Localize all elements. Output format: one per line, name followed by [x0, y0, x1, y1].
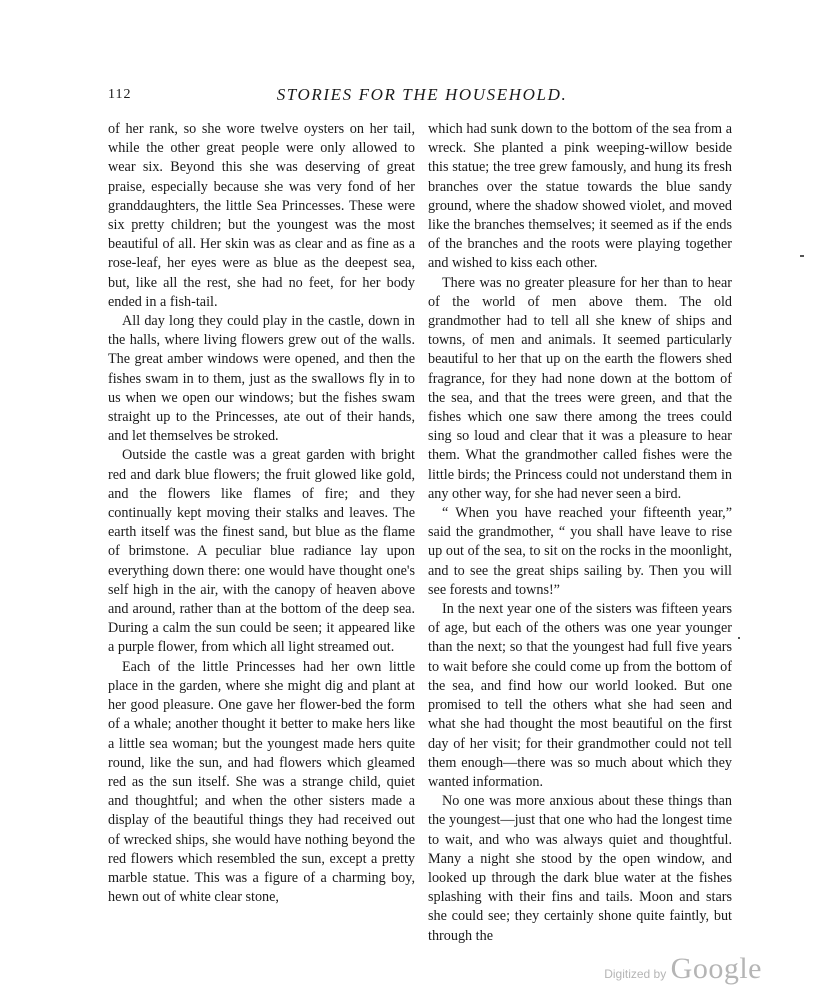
- paragraph: There was no greater pleasure for her than to hear of the world of men above them. The old grandmother had to tell all she knew of ships and towns, of men and animals. It seemed particularly beautiful to her that up on the earth the flowers shed fragrance, for they had none down at the bottom of the sea, and that the trees were green, and that the fishes which one saw there among the trees could sing so loud and clear that it was a pleasure to hear them. What the grandmother called fishes were the little birds; the Princess could not understand them in any other way, for she had never seen a bird.: [428, 274, 732, 502]
- google-logo: Google: [670, 952, 762, 985]
- left-column: [108, 120, 415, 907]
- margin-speck: [800, 255, 804, 257]
- watermark-prefix: Digitized by: [604, 967, 667, 981]
- running-title: STORIES FOR THE HOUSEHOLD.: [276, 85, 568, 104]
- paragraph: which had sunk down to the bottom of the sea from a wreck. She planted a pink weeping-willow beside this statue; the tree grew famously, and hung its fresh branches over the statue towards the blue sandy ground, where the shadow showed violet, and moved like the branches themselves; it seemed as if the ends of the branches and the roots were playing together and wished to kiss each other.: [428, 121, 732, 272]
- paragraph: Each of the little Princesses had her own little place in the garden, where she might dig and plant at her good pleasure. One gave her flower-bed the form of a whale; another thought it better to make hers like a little sea woman; but the youngest made hers quite round, like the sun, and had flowers which gleamed red as the sun itself. She was a strange child, quiet and thoughtful; and when the other sisters made a display of the beautiful things they had received out of wrecked ships, she would have nothing beyond the red flowers which resembled the sun, except a pretty marble statue. This was a figure of a charming boy, hewn out of white clear stone,: [108, 658, 415, 906]
- paragraph: In the next year one of the sisters was fifteen years of age, but each of the others was one year younger than the next; so that the youngest had full five years to wait before she could come up from the bottom of the sea, and find how our world looked. But one promised to tell the others what she had seen and what she had thought the most beautiful on the first day of her visit; for their grandmother could not tell them enough—there was so much about which they wanted information.: [428, 601, 732, 790]
- right-column: [428, 120, 732, 946]
- digitized-watermark: [604, 952, 762, 986]
- paragraph: of her rank, so she wore twelve oysters on her tail, while the other great people were only allowed to wear six. Beyond this she was deserving of great praise, especially because she was very fond of her granddaughters, the little Sea Princesses. These were six pretty children; but the youngest was the most beautiful of all. Her skin was as clear and as fine as a rose-leaf, her eyes were as blue as the deepest sea, but, like all the rest, she had no feet, for her body ended in a fish-tail.: [108, 121, 415, 310]
- paragraph: No one was more anxious about these things than the youngest—just that one who had the longest time to wait, and who was always quiet and thoughtful. Many a night she stood by the open window, and looked up through the dark blue water at the fishes splashing with their fins and tails. Moon and stars she could see; they certainly shone quite faintly, but through the: [428, 793, 732, 944]
- margin-speck: [738, 637, 740, 639]
- page-number: 112: [108, 87, 132, 102]
- paragraph: “ When you have reached your fifteenth year,” said the grandmother, “ you shall have leave to rise up out of the sea, to sit on the rocks in the moonlight, and to see the great ships sailing by. Then you will see forests and towns!”: [428, 505, 732, 598]
- paragraph: All day long they could play in the castle, down in the halls, where living flowers grew out of the walls. The great amber windows were opened, and then the fishes swam in to them, just as the swallows fly in to us when we open our windows; but the fishes swam straight up to the Princesses, ate out of their hands, and let themselves be stroked.: [108, 313, 415, 445]
- paragraph: Outside the castle was a great garden with bright red and dark blue flowers; the fruit glowed like gold, and the flowers like flames of fire; and they continually kept moving their stalks and leaves. The earth itself was the finest sand, but blue as the flame of brimstone. A peculiar blue radiance lay upon everything down there: one would have thought one's self high in the air, with the canopy of heaven above and around, rather than at the bottom of the deep sea. During a calm the sun could be seen; it appeared like a purple flower, from which all light streamed out.: [108, 447, 415, 656]
